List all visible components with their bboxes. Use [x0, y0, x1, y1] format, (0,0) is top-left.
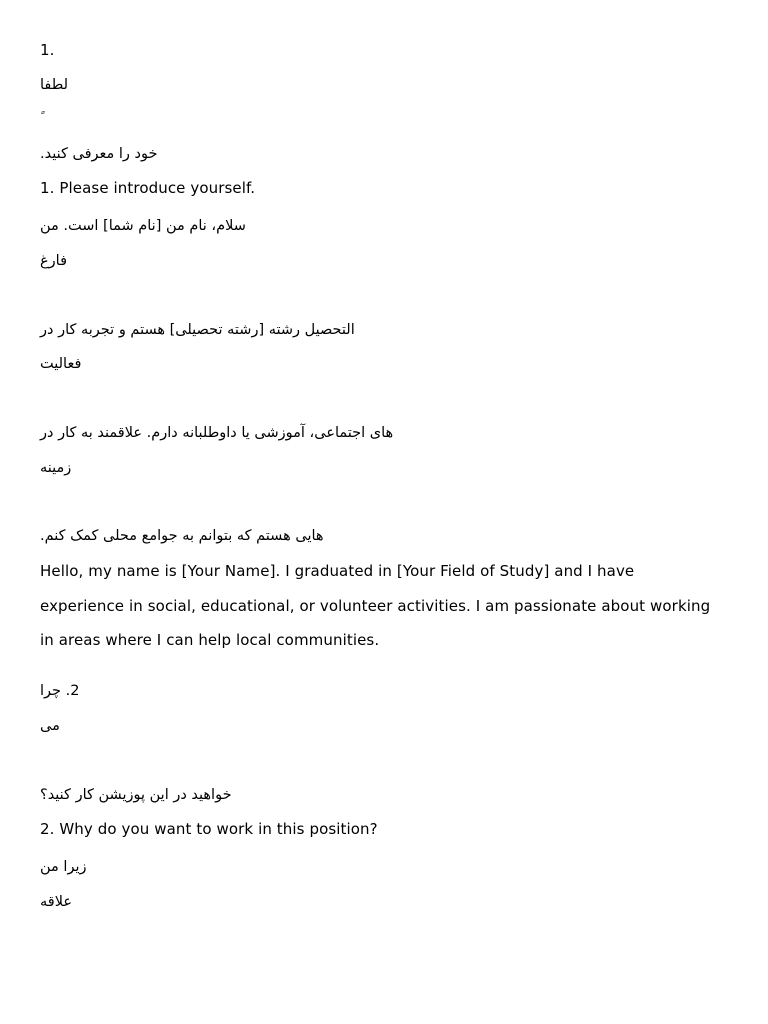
- answer-1-english-line-2: experience in social, educational, or volunteer activities. I am passionate about working: [40, 597, 711, 615]
- question-2-persian-line-1: 2. چرا: [40, 683, 80, 699]
- answer-1-persian-line-7: هایی هستم که بتوانم به جوامع محلی کمک کنم.: [40, 528, 324, 544]
- question-2-english: 2. Why do you want to work in this position?: [40, 820, 378, 838]
- question-2-persian-line-3: خواهید در این پوزیشن کار کنید؟: [40, 787, 232, 803]
- answer-1-persian-line-1: سلام، نام من [نام شما] است. من: [40, 218, 246, 234]
- answer-1-persian-line-6: زمینه: [40, 460, 72, 476]
- question-1-persian-part-2: خود را معرفی کنید.: [40, 146, 158, 162]
- answer-1-english-line-1: Hello, my name is [Your Name]. I graduated in [Your Field of Study] and I have: [40, 562, 635, 580]
- answer-1-persian-line-3: التحصیل رشته [رشته تحصیلی] هستم و تجربه کار در: [40, 322, 355, 338]
- answer-2-persian-line-1: زیرا من: [40, 859, 87, 875]
- question-2-persian-line-2: می: [40, 718, 60, 734]
- question-1-english: 1. Please introduce yourself.: [40, 179, 256, 197]
- answer-2-persian-line-2: علاقه: [40, 894, 73, 910]
- question-1-number: 1.: [40, 41, 55, 59]
- answer-1-persian-line-4: فعالیت: [40, 356, 82, 372]
- question-1-persian-part-1: لطفا: [40, 77, 69, 93]
- answer-1-english-line-3: in areas where I can help local communities.: [40, 631, 380, 649]
- answer-1-persian-line-2: فارغ: [40, 253, 68, 269]
- answer-1-persian-line-5: های اجتماعی، آموزشی یا داوطلبانه دارم. علاقمند به کار در: [40, 425, 394, 441]
